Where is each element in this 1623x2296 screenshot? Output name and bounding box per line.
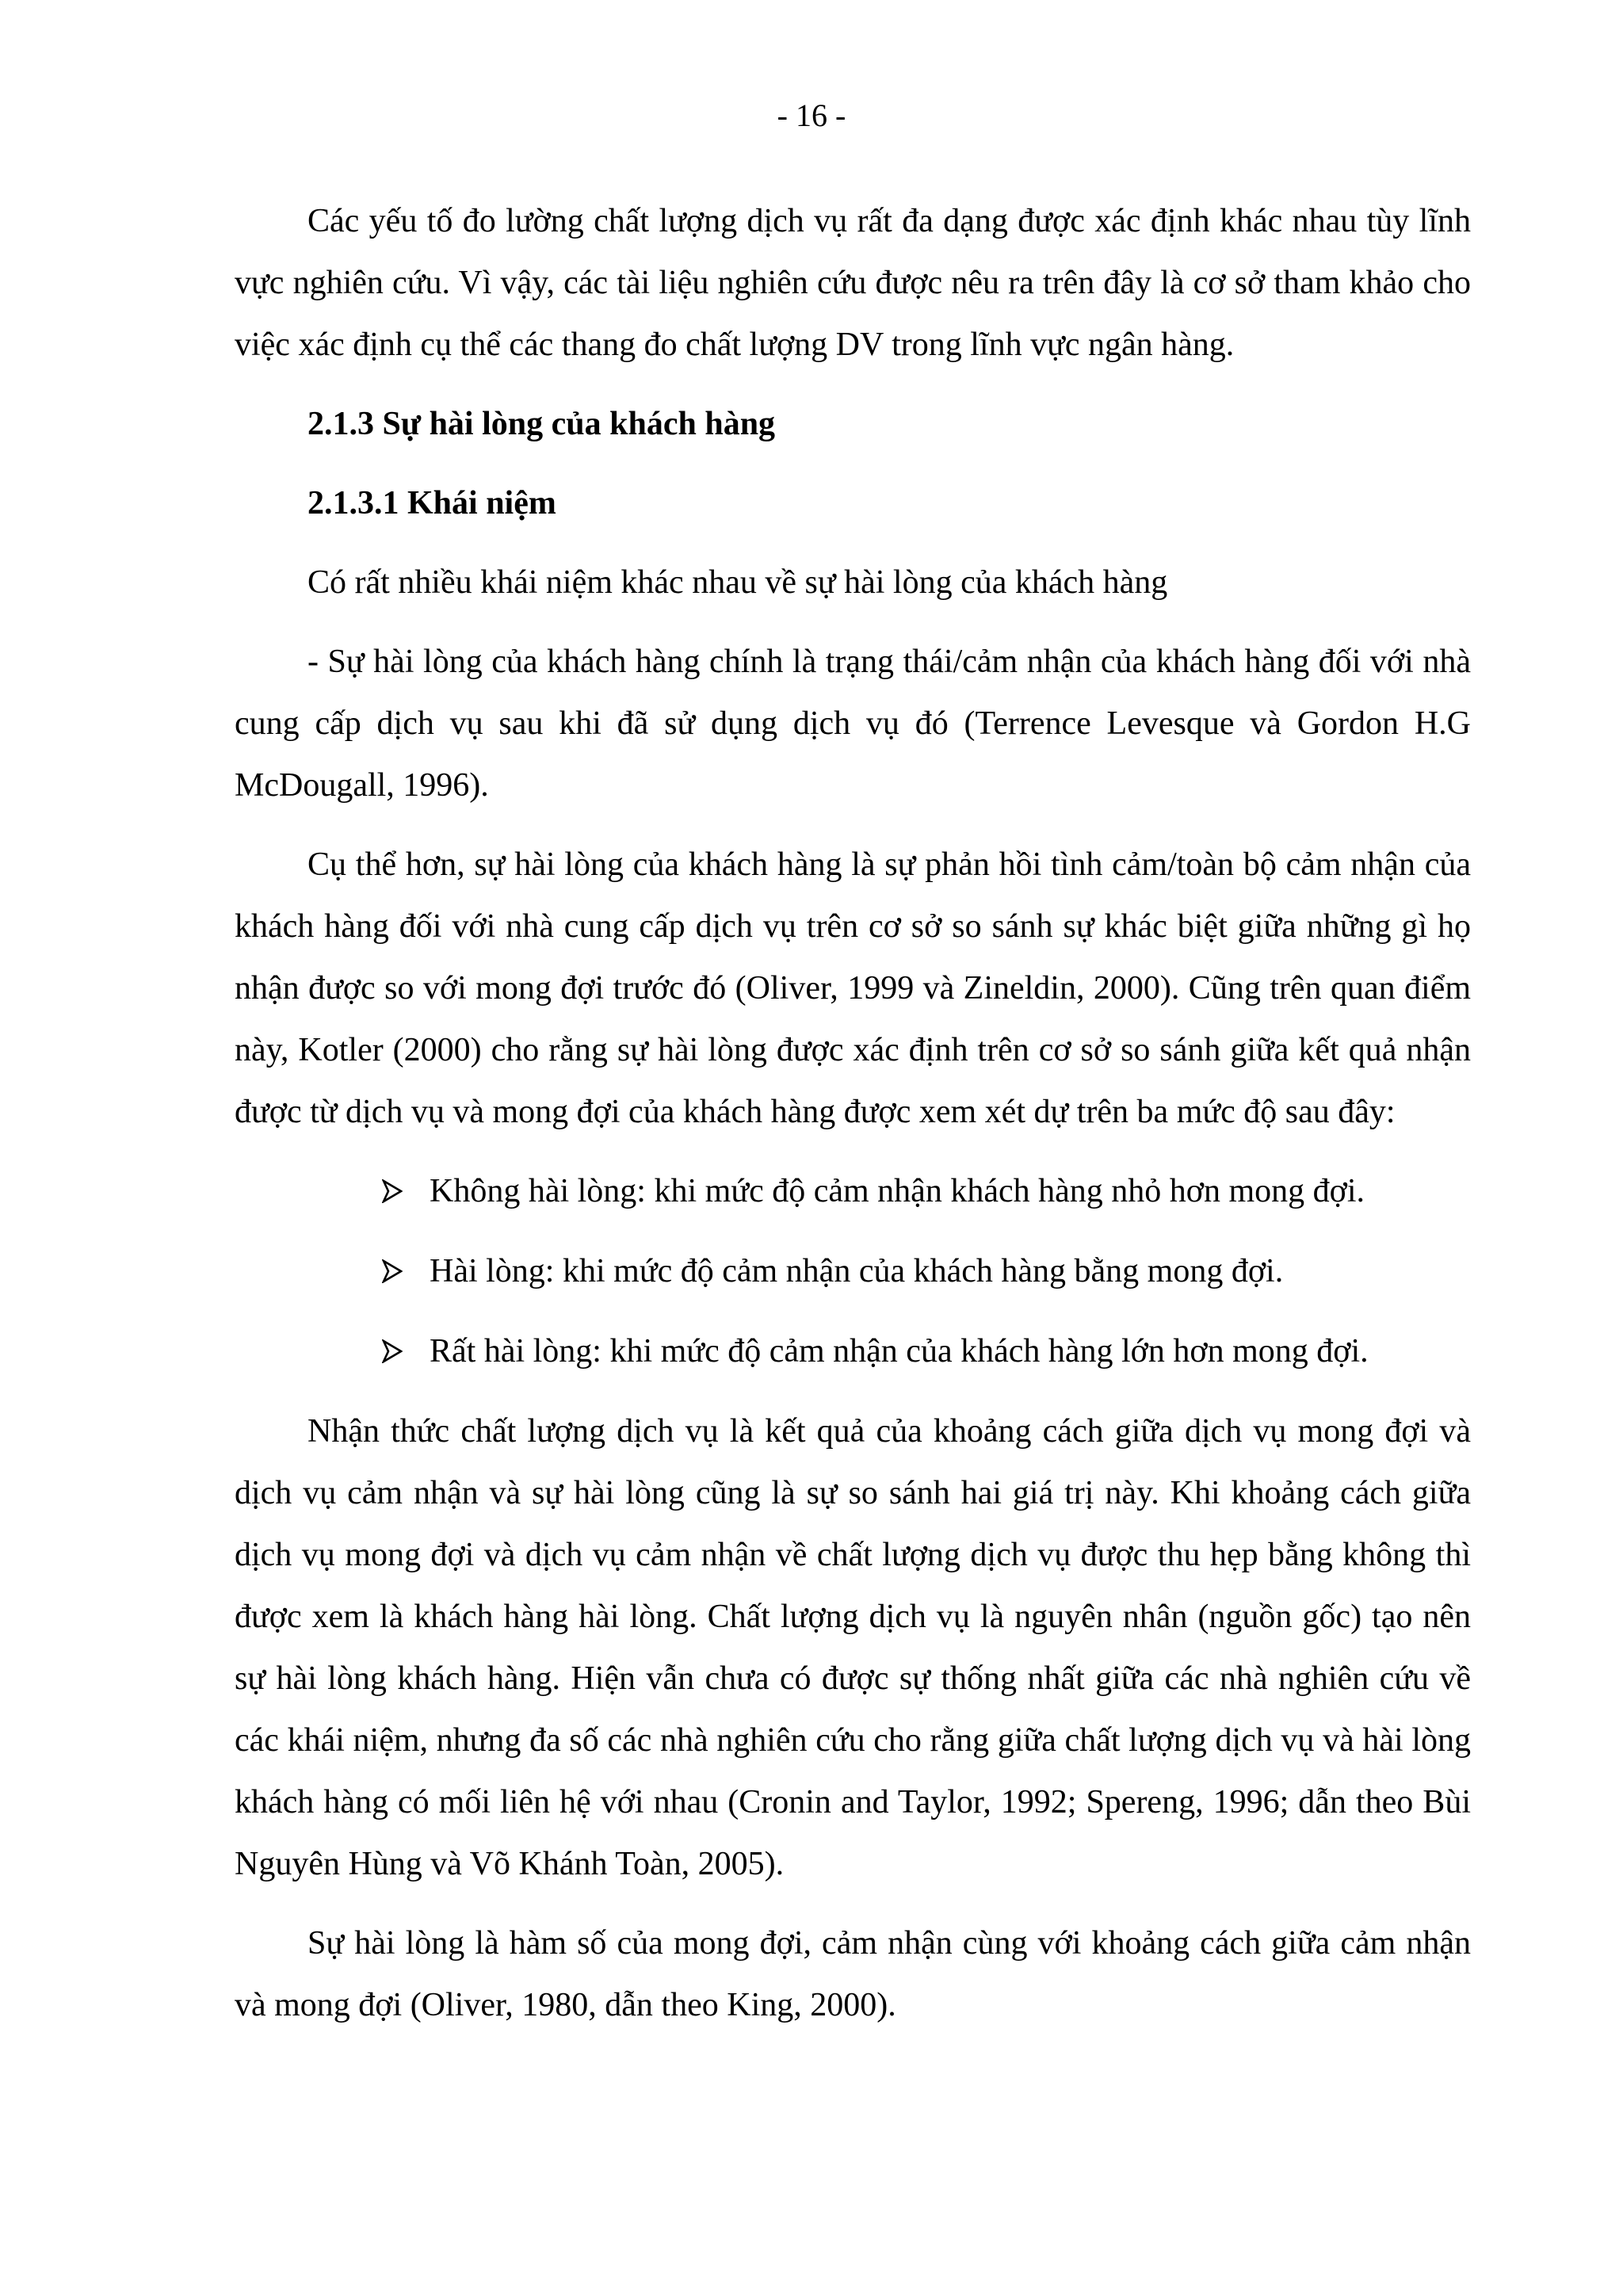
paragraph-kotler-three-levels: Cụ thể hơn, sự hài lòng của khách hàng là sự phản hồi tình cảm/toàn bộ cảm nhận của khách hàng đối với nhà cung cấp dịch vụ trên cơ sở so sánh sự khác biệt giữa những gì họ nhận được so với mong đợi trước đó (Oliver, 1999 và Zineldin, 2000). Cũng trên quan điểm này, Kotler (2000) cho rằng sự hài lòng được xác định trên cơ sở so sánh giữa kết quả nhận được từ dịch vụ và mong đợi của khách hàng được xem xét dự trên ba mức độ sau đây: (235, 846, 1471, 1130)
paragraph-definition-levesque: - Sự hài lòng của khách hàng chính là trạng thái/cảm nhận của khách hàng đối với nhà cung cấp dịch vụ sau khi đã sử dụng dịch vụ đó (Terrence Levesque và Gordon H.G McDougall, 1996). (235, 644, 1471, 804)
satisfaction-levels-list (235, 1160, 1471, 1383)
arrowhead-bullet-icon (382, 1161, 430, 1223)
paragraph-many-concepts: Có rất nhiều khái niệm khác nhau về sự hài lòng của khách hàng (307, 564, 1168, 601)
list-item (382, 1160, 1471, 1223)
section-heading-customer-satisfaction: 2.1.3 Sự hài lòng của khách hàng (307, 406, 776, 442)
subsection-heading-concept: 2.1.3.1 Khái niệm (307, 485, 556, 521)
paragraph-oliver-function: Sự hài lòng là hàm số của mong đợi, cảm nhận cùng với khoảng cách giữa cảm nhận và mong đợi (Oliver, 1980, dẫn theo King, 2000). (235, 1925, 1471, 2023)
list-item-text: Không hài lòng: khi mức độ cảm nhận khách hàng nhỏ hơn mong đợi. (430, 1173, 1365, 1209)
page-number: - 16 - (777, 97, 846, 133)
paragraph-perceived-quality-gap: Nhận thức chất lượng dịch vụ là kết quả của khoảng cách giữa dịch vụ mong đợi và dịch vụ cảm nhận và sự hài lòng cũng là sự so sánh hai giá trị này. Khi khoảng cách giữa dịch vụ mong đợi và dịch vụ cảm nhận về chất lượng dịch vụ được thu hẹp bằng không thì được xem là khách hàng hài lòng. Chất lượng dịch vụ là nguyên nhân (nguồn gốc) tạo nên sự hài lòng khách hàng. Hiện vẫn chưa có được sự thống nhất giữa các nhà nghiên cứu về các khái niệm, nhưng đa số các nhà nghiên cứu cho rằng giữa chất lượng dịch vụ và hài lòng khách hàng có mối liên hệ với nhau (Cronin and Taylor, 1992; Spereng, 1996; dẫn theo Bùi Nguyên Hùng và Võ Khánh Toàn, 2005). (235, 1413, 1471, 1882)
list-item-text: Rất hài lòng: khi mức độ cảm nhận của khách hàng lớn hơn mong đợi. (430, 1333, 1369, 1370)
list-item-text: Hài lòng: khi mức độ cảm nhận của khách hàng bằng mong đợi. (430, 1253, 1284, 1289)
paragraph-service-quality-factors: Các yếu tố đo lường chất lượng dịch vụ rất đa dạng được xác định khác nhau tùy lĩnh vực nghiên cứu. Vì vậy, các tài liệu nghiên cứu được nêu ra trên đây là cơ sở tham khảo cho việc xác định cụ thể các thang đo chất lượng DV trong lĩnh vực ngân hàng. (235, 203, 1471, 363)
arrowhead-bullet-icon (382, 1321, 430, 1383)
arrowhead-bullet-icon (382, 1241, 430, 1303)
list-item (382, 1320, 1471, 1383)
document-body (235, 190, 1471, 2053)
list-item (382, 1240, 1471, 1303)
